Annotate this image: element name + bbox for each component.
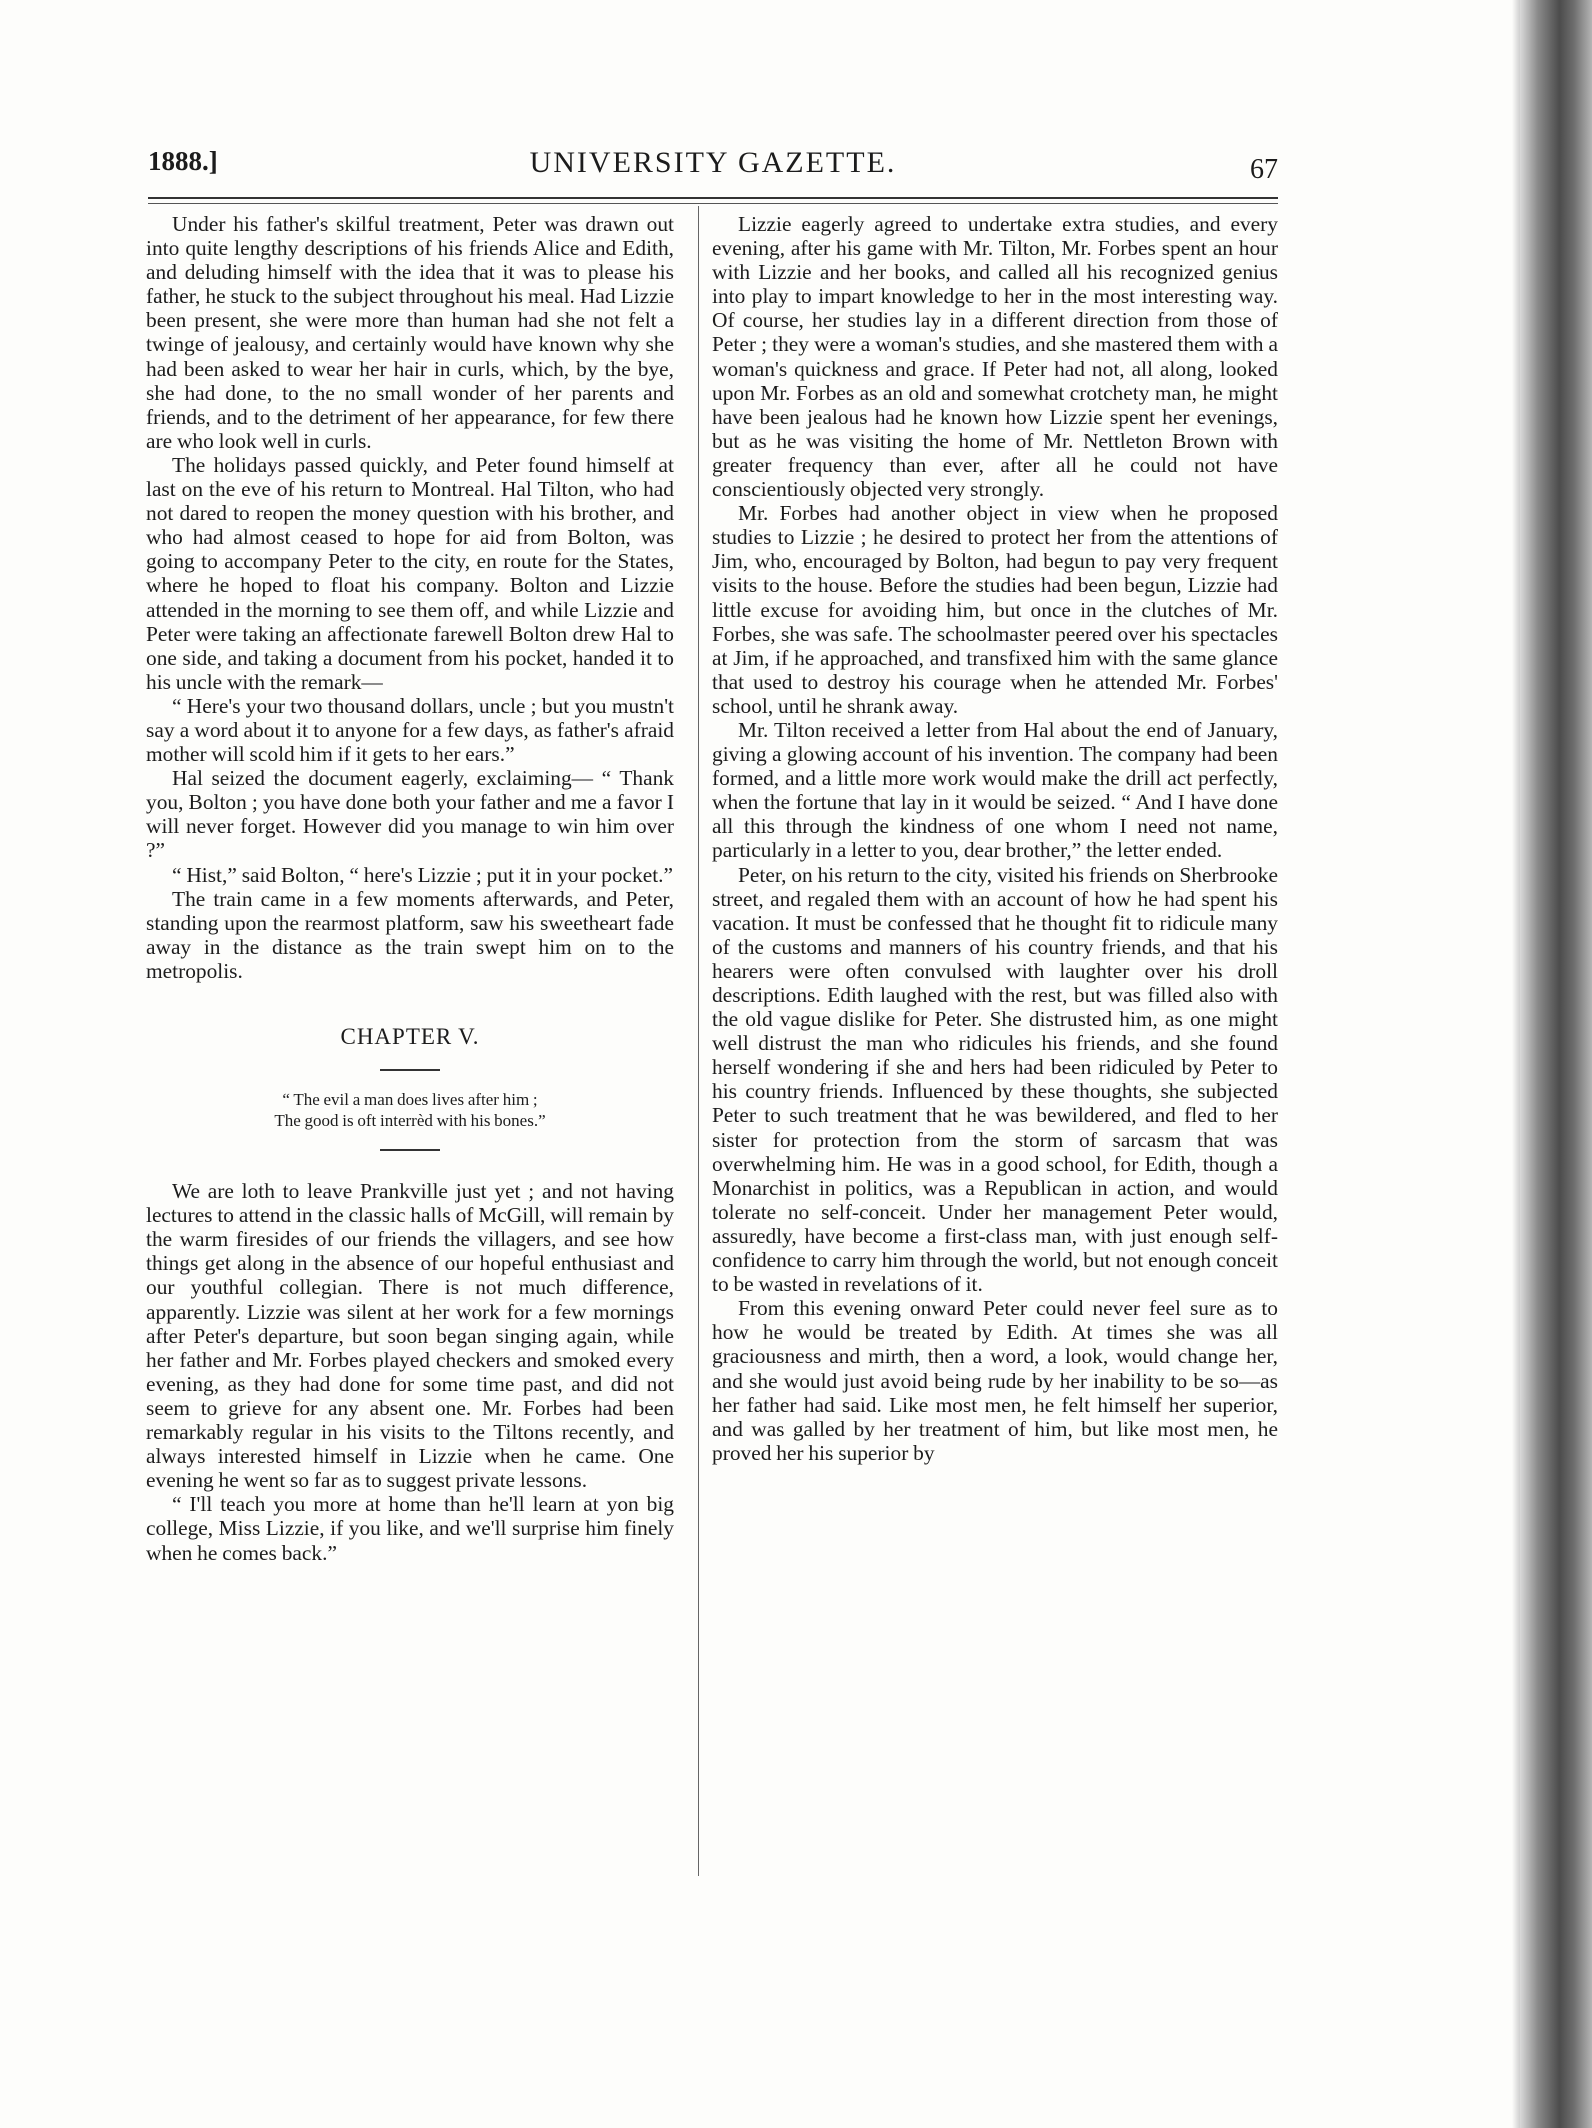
chapter-heading: CHAPTER V.: [340, 1024, 480, 1049]
paragraph: “ Hist,” said Bolton, “ here's Lizzie ; put it in your pocket.”: [172, 862, 673, 887]
epigraph-line: The good is oft interrèd with his bones.”: [274, 1111, 546, 1131]
paragraph: The holidays passed quickly, and Peter found himself at last on the eve of his return to Montreal. Hal Tilton, who had not dared to reopen the money question with his brother, and who had almost ceased to hope for aid from Bolton, was going to accompany Peter to the city, en route for the States, where he hoped to float his company. Bolton and Lizzie attended in the morning to see them off, and while Lizzie and Peter were taking an affectionate farewell Bolton drew Hal to one side, and taking a document from his pocket, handed it to his uncle with the remark—: [146, 452, 674, 694]
chapter-rule: [380, 1069, 440, 1071]
paragraph: We are loth to leave Prankville just yet ; and not having lectures to attend in the classic halls of McGill, will remain by the warm firesides of our friends the villagers, and see how things get along in the absence of our hopeful enthusiast and our youthful collegian. There is not much difference, apparently. Lizzie was silent at her work for a few mornings after Peter's departure, but soon began singing again, while her father and Mr. Forbes played checkers and smoked every evening, as they had done for some time past, and did not seem to grieve for any absent one. Mr. Forbes had been remarkably regular in his visits to the Tiltons recently, and always interested himself in Lizzie when he came. One evening he went so far as to suggest private lessons.: [146, 1179, 674, 1493]
header-rule-thin: [148, 203, 1278, 204]
header-title: UNIVERSITY GAZETTE.: [529, 146, 897, 179]
paragraph: “ Here's your two thousand dollars, uncle ; but you mustn't say a word about it to anyone for a few days, as father's afraid mother will scold him if it gets to her ears.”: [146, 693, 674, 767]
page-number: 67: [1250, 154, 1278, 185]
paragraph: Peter, on his return to the city, visited his friends on Sherbrooke street, and regaled them with an account of how he had spent his vacation. It must be confessed that he thought fit to ridicule many of the customs and manners of his country friends, and that his hearers were often convulsed with laughter over his droll descriptions. Edith laughed with the rest, but was filled also with the old vague dislike for Peter. She distrusted him, as one might well distrust the man who ridicules his friends, and she found herself wondering if she and hers had been ridiculed by Peter to his country friends. Influenced by these thoughts, she subjected Peter to such treatment that he was bewildered, and fled to her sister for protection from the storm of sarcasm that was overwhelming him. He was in a good school, for Edith, though a Monarchist in politics, was a Republican in action, and would tolerate no self-conceit. Under her management Peter would, assuredly, have become a first-class man, with just enough self-confidence to carry him through the world, but not enough conceit to be wasted in revelations of it.: [712, 862, 1278, 1297]
paragraph: From this evening onward Peter could never feel sure as to how he would be treated by Edith. At times she was all graciousness and mirth, then a word, a look, would change her, and she would just avoid being rude by her inability to be so—as her father had said. Like most men, he felt himself her superior, and was galled by her treatment of him, but like most men, he proved her his superior by: [712, 1296, 1278, 1465]
paragraph: Mr. Tilton received a letter from Hal about the end of January, giving a glowing account of his invention. The company had been formed, and a little more work would make the drill act perfectly, when the fortune that lay in it would be seized. “ And I have done all this through the kindness of one whom I need not name, particularly in a letter to you, dear brother,” the letter ended.: [712, 717, 1278, 863]
paragraph: Mr. Forbes had another object in view when he proposed studies to Lizzie ; he desired to protect her from the attentions of Jim, who, encouraged by Bolton, had begun to pay very frequent visits to the house. Before the studies had been begun, Lizzie had little excuse for avoiding him, but once in the clutches of Mr. Forbes, she was safe. The schoolmaster peered over his spectacles at Jim, if he approached, and transfixed him with the same glance that used to destroy his courage when he attended Mr. Forbes' school, until he shrank away.: [712, 501, 1278, 718]
epigraph-rule: [380, 1149, 440, 1151]
paragraph: Lizzie eagerly agreed to undertake extra studies, and every evening, after his game with Mr. Tilton, Mr. Forbes spent an hour with Lizzie and her books, and called all his recognized genius into play to impart knowledge to her in the most interesting way. Of course, her studies lay in a different direction from those of Peter ; they were a woman's studies, and she mastered them with a woman's quickness and grace. If Peter had not, all along, looked upon Mr. Forbes as an old and somewhat crotchety man, he might have been jealous had he known how Lizzie spent her evenings, but as he was visiting the home of Mr. Nettleton Brown with greater frequency than ever, after all he could not have conscientiously objected very strongly.: [712, 212, 1278, 502]
epigraph-line: “ The evil a man does lives after him ;: [282, 1090, 538, 1110]
right-column: [712, 212, 1278, 1465]
column-divider: [698, 206, 699, 1876]
left-column: [146, 212, 674, 1565]
book-binding: [1520, 0, 1592, 2128]
paragraph: “ I'll teach you more at home than he'll learn at yon big college, Miss Lizzie, if you like, and we'll surprise him finely when he comes back.”: [146, 1492, 674, 1565]
header-rule: [148, 197, 1278, 199]
running-header: [148, 140, 1278, 184]
paragraph: Under his father's skilful treatment, Peter was drawn out into quite lengthy descriptions of his friends Alice and Edith, and deluding himself with the idea that it was to please his father, he stuck to the subject throughout his meal. Had Lizzie been present, she were more than human had she not felt a twinge of jealousy, and certainly would have known why she had been asked to wear her hair in curls, which, by the bye, she had done, to the no small wonder of her parents and friends, and to the detriment of her appearance, for few there are who look well in curls.: [146, 212, 674, 453]
epigraph: [146, 1089, 674, 1131]
header-year: 1888.]: [148, 146, 218, 176]
paragraph: The train came in a few moments afterwards, and Peter, standing upon the rearmost platform, saw his sweetheart fade away in the distance as the train swept him on to the metropolis.: [146, 886, 674, 983]
paragraph: Hal seized the document eagerly, exclaiming— “ Thank you, Bolton ; you have done both your father and me a favor I will never forget. However did you manage to win him over ?”: [146, 766, 674, 863]
page-edge-shadow: [1512, 0, 1520, 2128]
